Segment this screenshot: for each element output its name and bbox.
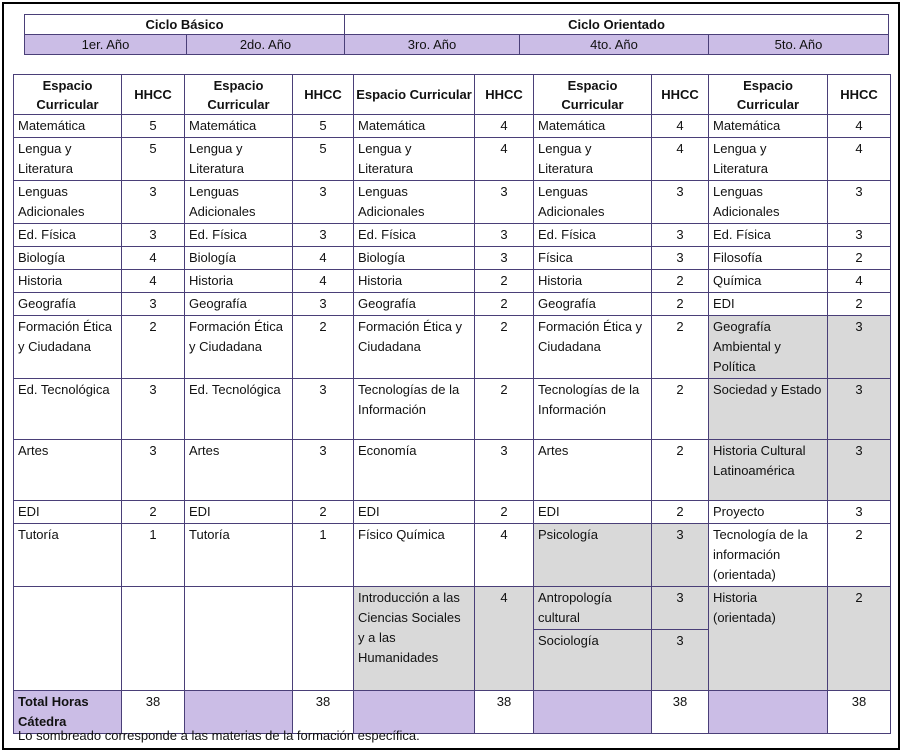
subject-cell: Biología <box>185 247 293 270</box>
subject-cell: EDI <box>534 501 652 524</box>
table-row <box>14 440 891 501</box>
subject-cell: Tutoría <box>185 524 293 587</box>
hours-cell: 4 <box>828 115 891 138</box>
subject-cell: Filosofía <box>709 247 828 270</box>
hours-cell: 4 <box>475 524 534 587</box>
subject-cell: Artes <box>14 440 122 501</box>
hours-cell: 3 <box>475 224 534 247</box>
subject-cell: Artes <box>185 440 293 501</box>
table-row <box>14 247 891 270</box>
hours-cell: 3 <box>122 293 185 316</box>
hours-cell: 3 <box>828 316 891 379</box>
subject-cell: Lengua y Literatura <box>354 138 475 181</box>
year-5-label: 5to. Año <box>709 35 889 55</box>
curriculum-table <box>13 74 891 734</box>
hours-cell: 3 <box>652 587 709 630</box>
empty-cell <box>534 691 652 734</box>
hours-cell: 2 <box>475 501 534 524</box>
hours-cell: 1 <box>122 524 185 587</box>
hours-cell: 4 <box>475 587 534 691</box>
subject-cell: Lenguas Adicionales <box>709 181 828 224</box>
hours-cell: 4 <box>475 115 534 138</box>
subject-cell: Físico Química <box>354 524 475 587</box>
hours-cell: 3 <box>652 247 709 270</box>
ciclo-orientado-label: Ciclo Orientado <box>345 15 889 35</box>
subject-cell: Biología <box>354 247 475 270</box>
subject-cell: Tecnologías de la Información <box>354 379 475 440</box>
subject-cell: Proyecto <box>709 501 828 524</box>
subject-cell: Historia <box>14 270 122 293</box>
cycle-header-table <box>24 14 889 55</box>
hours-cell: 3 <box>475 440 534 501</box>
subject-cell: Sociedad y Estado <box>709 379 828 440</box>
subject-cell: Formación Ética y Ciudadana <box>14 316 122 379</box>
subject-cell: Historia (orientada) <box>709 587 828 691</box>
hours-cell: 4 <box>652 115 709 138</box>
table-row <box>14 316 891 379</box>
hours-cell: 3 <box>828 181 891 224</box>
subject-cell: Psicología <box>534 524 652 587</box>
hours-cell: 2 <box>652 501 709 524</box>
table-row <box>14 224 891 247</box>
subject-cell: Sociología <box>534 630 652 691</box>
subject-cell: Artes <box>534 440 652 501</box>
subject-cell: Historia Cultural Latinoamérica <box>709 440 828 501</box>
total-hours-value: 38 <box>475 691 534 734</box>
subject-cell: Ed. Física <box>185 224 293 247</box>
hours-cell: 3 <box>652 630 709 691</box>
col-header-hhcc: HHCC <box>652 75 709 115</box>
hours-cell: 3 <box>122 440 185 501</box>
hours-cell: 3 <box>828 224 891 247</box>
hours-cell: 3 <box>122 224 185 247</box>
subject-cell: Ed. Tecnológica <box>185 379 293 440</box>
col-header-espacio: Espacio Curricular <box>14 75 122 115</box>
subject-cell: EDI <box>14 501 122 524</box>
table-row <box>14 524 891 587</box>
year-2-label: 2do. Año <box>187 35 345 55</box>
footnote: Lo sombreado corresponde a las materias de la formación específica. <box>18 728 420 743</box>
hours-cell: 2 <box>828 293 891 316</box>
hours-cell: 2 <box>475 316 534 379</box>
totals-label: Total Horas Cátedra <box>14 691 122 734</box>
subject-cell: Física <box>534 247 652 270</box>
col-header-hhcc: HHCC <box>828 75 891 115</box>
subject-cell: Biología <box>14 247 122 270</box>
hours-cell: 3 <box>652 224 709 247</box>
subject-cell: Formación Ética y Ciudadana <box>185 316 293 379</box>
subject-cell: Lengua y Literatura <box>709 138 828 181</box>
subject-cell: Matemática <box>185 115 293 138</box>
subject-cell: Formación Ética y Ciudadana <box>534 316 652 379</box>
subject-cell: Introducción a las Ciencias Sociales y a las Humanidades <box>354 587 475 691</box>
hours-cell: 4 <box>828 138 891 181</box>
empty-cell <box>122 587 185 691</box>
empty-cell <box>185 587 293 691</box>
hours-cell: 3 <box>293 293 354 316</box>
subject-cell: Geografía <box>354 293 475 316</box>
hours-cell: 3 <box>122 379 185 440</box>
col-header-hhcc: HHCC <box>475 75 534 115</box>
hours-cell: 5 <box>122 115 185 138</box>
hours-cell: 3 <box>652 524 709 587</box>
total-hours-value: 38 <box>652 691 709 734</box>
subject-cell: Economía <box>354 440 475 501</box>
subject-cell: Matemática <box>14 115 122 138</box>
subject-cell: Tutoría <box>14 524 122 587</box>
subject-cell: Geografía <box>185 293 293 316</box>
col-header-hhcc: HHCC <box>122 75 185 115</box>
total-hours-value: 38 <box>828 691 891 734</box>
subject-cell: Antropología cultural <box>534 587 652 630</box>
year-3-label: 3ro. Año <box>345 35 520 55</box>
hours-cell: 2 <box>122 316 185 379</box>
subject-cell: Historia <box>354 270 475 293</box>
subject-cell: Lenguas Adicionales <box>354 181 475 224</box>
subject-cell: Geografía <box>534 293 652 316</box>
hours-cell: 4 <box>652 138 709 181</box>
subject-cell: Formación Ética y Ciudadana <box>354 316 475 379</box>
hours-cell: 3 <box>293 379 354 440</box>
col-header-espacio: Espacio Curricular <box>709 75 828 115</box>
subject-cell: EDI <box>709 293 828 316</box>
subject-cell: Ed. Tecnológica <box>14 379 122 440</box>
col-header-espacio: Espacio Curricular <box>185 75 293 115</box>
hours-cell: 2 <box>652 293 709 316</box>
col-header-hhcc: HHCC <box>293 75 354 115</box>
hours-cell: 3 <box>122 181 185 224</box>
subject-cell: Lengua y Literatura <box>185 138 293 181</box>
hours-cell: 3 <box>293 440 354 501</box>
col-header-espacio: Espacio Curricular <box>354 75 475 115</box>
hours-cell: 4 <box>293 270 354 293</box>
hours-cell: 4 <box>122 270 185 293</box>
hours-cell: 3 <box>828 501 891 524</box>
empty-cell <box>14 587 122 691</box>
subject-cell: EDI <box>354 501 475 524</box>
subject-cell: Ed. Física <box>354 224 475 247</box>
table-row <box>14 587 891 630</box>
hours-cell: 2 <box>122 501 185 524</box>
subject-cell: Matemática <box>709 115 828 138</box>
ciclo-basico-label: Ciclo Básico <box>25 15 345 35</box>
hours-cell: 2 <box>828 247 891 270</box>
hours-cell: 2 <box>652 316 709 379</box>
subject-cell: EDI <box>185 501 293 524</box>
subject-cell: Ed. Física <box>14 224 122 247</box>
hours-cell: 4 <box>293 247 354 270</box>
subject-cell: Historia <box>534 270 652 293</box>
hours-cell: 2 <box>475 293 534 316</box>
subject-cell: Tecnología de la información (orientada) <box>709 524 828 587</box>
hours-cell: 2 <box>652 270 709 293</box>
subject-cell: Lenguas Adicionales <box>14 181 122 224</box>
subject-cell: Geografía <box>14 293 122 316</box>
subject-cell: Geografía Ambiental y Política <box>709 316 828 379</box>
subject-cell: Lengua y Literatura <box>14 138 122 181</box>
subject-cell: Historia <box>185 270 293 293</box>
table-row <box>14 181 891 224</box>
hours-cell: 2 <box>828 587 891 691</box>
hours-cell: 5 <box>122 138 185 181</box>
subject-cell: Matemática <box>534 115 652 138</box>
hours-cell: 1 <box>293 524 354 587</box>
table-row <box>14 138 891 181</box>
hours-cell: 4 <box>475 138 534 181</box>
total-hours-value: 38 <box>293 691 354 734</box>
subject-cell: Matemática <box>354 115 475 138</box>
hours-cell: 2 <box>475 379 534 440</box>
hours-cell: 3 <box>828 440 891 501</box>
subject-cell: Lenguas Adicionales <box>185 181 293 224</box>
subject-cell: Ed. Física <box>534 224 652 247</box>
table-row <box>14 379 891 440</box>
empty-cell <box>709 691 828 734</box>
total-hours-value: 38 <box>122 691 185 734</box>
subject-cell: Ed. Física <box>709 224 828 247</box>
table-row <box>14 293 891 316</box>
hours-cell: 2 <box>293 316 354 379</box>
subject-cell: Química <box>709 270 828 293</box>
table-row <box>14 270 891 293</box>
hours-cell: 2 <box>652 440 709 501</box>
subject-cell: Tecnologías de la Información <box>534 379 652 440</box>
hours-cell: 3 <box>293 181 354 224</box>
year-4-label: 4to. Año <box>520 35 709 55</box>
hours-cell: 4 <box>122 247 185 270</box>
hours-cell: 2 <box>475 270 534 293</box>
empty-cell <box>293 587 354 691</box>
hours-cell: 3 <box>828 379 891 440</box>
hours-cell: 3 <box>652 181 709 224</box>
hours-cell: 2 <box>652 379 709 440</box>
year-1-label: 1er. Año <box>25 35 187 55</box>
subject-cell: Lengua y Literatura <box>534 138 652 181</box>
hours-cell: 2 <box>293 501 354 524</box>
table-row <box>14 115 891 138</box>
hours-cell: 5 <box>293 115 354 138</box>
col-header-espacio: Espacio Curricular <box>534 75 652 115</box>
table-row <box>14 501 891 524</box>
hours-cell: 3 <box>293 224 354 247</box>
hours-cell: 3 <box>475 247 534 270</box>
hours-cell: 5 <box>293 138 354 181</box>
hours-cell: 3 <box>475 181 534 224</box>
hours-cell: 4 <box>828 270 891 293</box>
hours-cell: 2 <box>828 524 891 587</box>
subject-cell: Lenguas Adicionales <box>534 181 652 224</box>
